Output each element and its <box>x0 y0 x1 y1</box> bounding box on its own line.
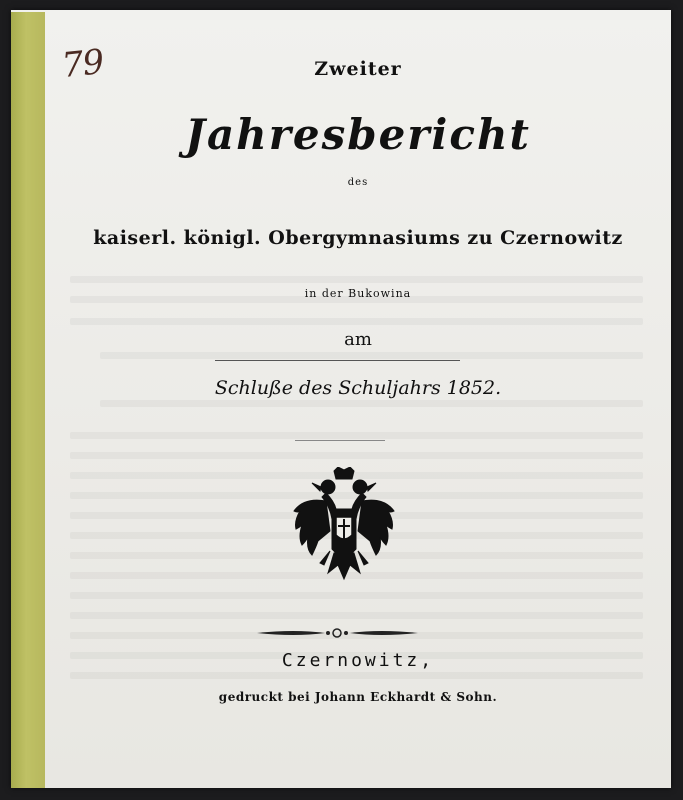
document-title: Jahresbericht <box>185 110 531 159</box>
printer-imprint: gedruckt bei Johann Eckhardt & Sohn. <box>218 690 498 704</box>
title-article: des <box>347 177 369 188</box>
title-ordinal: Zweiter <box>314 58 402 80</box>
preposition-line: am <box>344 329 372 350</box>
school-year-line: Schluße des Schuljahrs 1852. <box>214 377 502 399</box>
double-headed-eagle-icon <box>290 467 398 585</box>
ornamental-flourish-icon <box>255 625 420 641</box>
small-divider-rule <box>295 440 385 441</box>
place-of-printing: Czernowitz, <box>281 650 435 671</box>
green-spine-strip <box>11 12 45 788</box>
region-line: in der Bukowina <box>304 287 412 300</box>
handwritten-number: 79 <box>60 41 106 87</box>
institution-name: kaiserl. königl. Obergymnasiums zu Czernowitz <box>93 227 623 249</box>
divider-rule <box>215 360 460 361</box>
